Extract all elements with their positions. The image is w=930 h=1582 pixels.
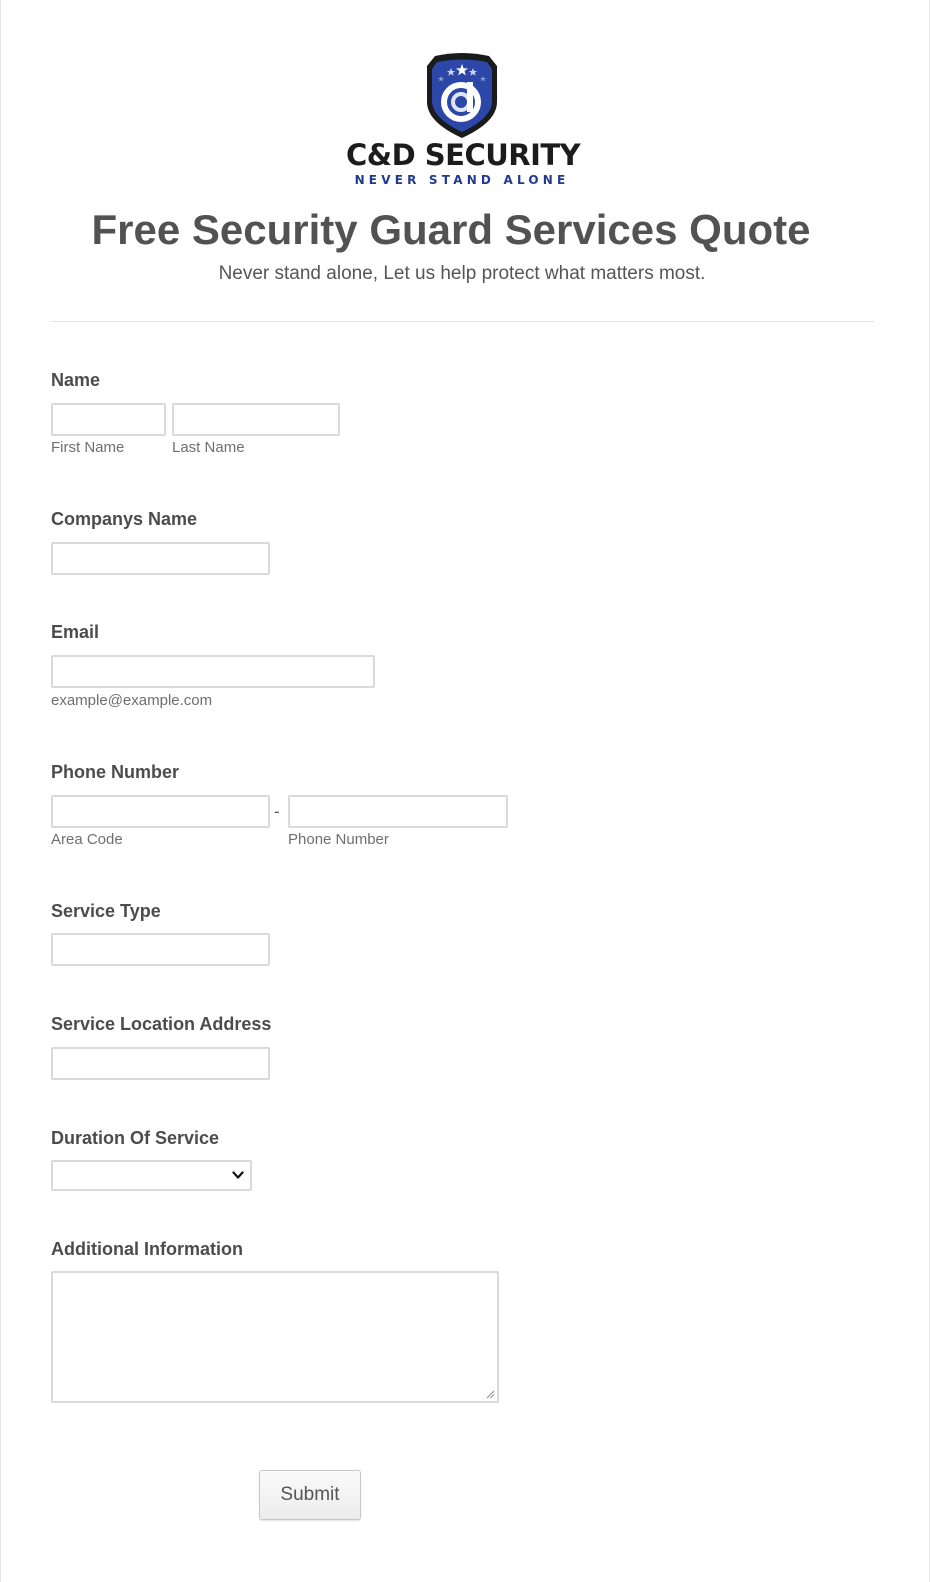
first-name-sublabel: First Name xyxy=(51,439,125,456)
service-location-input[interactable] xyxy=(51,1047,270,1080)
service-type-input[interactable] xyxy=(51,933,270,966)
email-input[interactable] xyxy=(51,655,375,688)
shield-logo-icon xyxy=(423,52,501,140)
duration-label: Duration Of Service xyxy=(51,1128,220,1148)
form-subtitle: Never stand alone, Let us help protect what matters most. xyxy=(218,263,706,284)
last-name-sublabel: Last Name xyxy=(172,439,245,456)
additional-info-textarea[interactable] xyxy=(51,1271,499,1403)
phone-separator: - xyxy=(274,802,280,821)
company-name-input[interactable] xyxy=(51,542,270,575)
phone-number-label: Phone Number xyxy=(51,762,180,782)
email-sublabel: example@example.com xyxy=(51,692,213,709)
email-label: Email xyxy=(51,622,100,642)
form-title: Free Security Guard Services Quote xyxy=(91,206,811,253)
resize-grip-icon[interactable] xyxy=(485,1389,495,1399)
area-code-sublabel: Area Code xyxy=(51,831,123,848)
brand-name: C&D SECURITY xyxy=(346,138,581,172)
additional-info-label: Additional Information xyxy=(51,1239,243,1259)
duration-select[interactable] xyxy=(51,1160,252,1191)
service-type-label: Service Type xyxy=(51,901,161,921)
chevron-down-icon xyxy=(232,1171,244,1180)
last-name-input[interactable] xyxy=(172,403,340,436)
first-name-input[interactable] xyxy=(51,403,166,436)
company-logo xyxy=(346,52,581,188)
submit-button[interactable]: Submit xyxy=(259,1470,361,1520)
service-location-label: Service Location Address xyxy=(51,1014,272,1034)
phone-number-input[interactable] xyxy=(288,795,508,828)
area-code-input[interactable] xyxy=(51,795,270,828)
company-name-label: Companys Name xyxy=(51,509,198,529)
brand-tagline: NEVER STAND ALONE xyxy=(354,173,570,187)
header-divider xyxy=(51,321,874,322)
name-label: Name xyxy=(51,370,101,390)
phone-number-sublabel: Phone Number xyxy=(288,831,389,848)
